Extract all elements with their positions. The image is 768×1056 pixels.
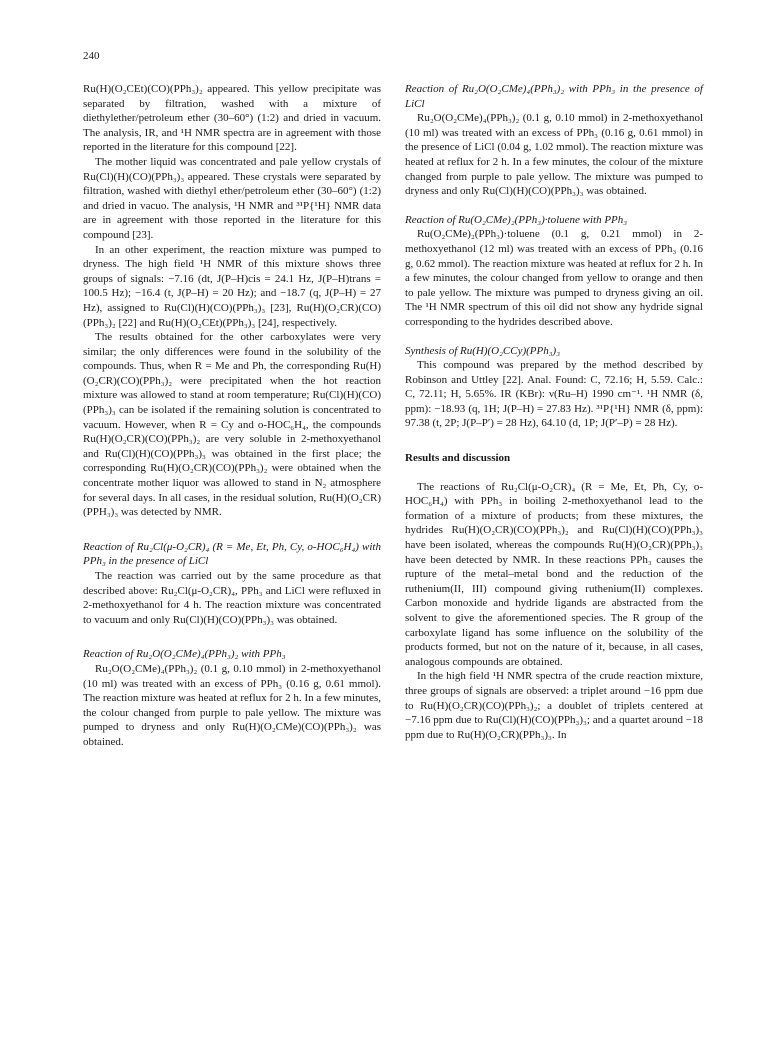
- body-paragraph: The results obtained for the other carboxylates were very similar; the only differences were found in the solubility of the compounds. Thus, when R = Me and Ph, the corresponding Ru(H)(O₂CR)(CO)(PPh₃)₂ were precipitated when the hot reaction mixture was allowed to stand at room temperature; Ru(Cl)(H)(CO)(PPh₃)₃ can be isolated if the remaining solution is concentrated to vacuum. However, when R = Cy and o-HOC₆H₄, the compounds Ru(H)(O₂CR)(CO)(PPh₃)₂ are very soluble in 2-methoxyethanol and Ru(Cl)(H)(CO)(PPh₃)₃ was obtained in the first place; the corresponding Ru(H)(O₂CR)(CO)(PPh₃)₂ were obtained when the concentrate mother liquor was allowed to stand in N₂ atmosphere for several days. In all cases, in the residual solution, Ru(H)(O₂CR)(PPH₃)₃ was detected by NMR.: [83, 331, 381, 519]
- body-paragraph: The reactions of Ru₂Cl(μ-O₂CR)₄ (R = Me, Et, Ph, Cy, o-HOC₆H₄) with PPh₃ in boiling 2-methoxyethanol lead to the formation of a mixture of products; from these mixtures, the hydrides Ru(H)(O₂CR)(CO)(PPh₃)₂ and Ru(Cl)(H)(CO)(PPh₃)₃ have been isolated, whereas the compounds Ru(H)(O₂CR)(PPh₃)₃ have been detected by NMR. In these reactions PPh₃ causes the rupture of the metal–metal bond and the reduction of the ruthenium(II, III) compound giving ruthenium(II) complexes. Carbon monoxide and hydride ligands are abstracted from the solvent to give the aforementioned species. The R group of the carboxylate ligand has some influence on the solubility of the products formed, but not on the nature of it, because, in all cases, analogous compounds are obtained.: [405, 480, 703, 668]
- left-column: [83, 82, 381, 750]
- page-number: 240: [83, 50, 100, 62]
- section-subheading: Reaction of Ru₂Cl(μ-O₂CR)₄ (R = Me, Et, Ph, Cy, o-HOC₆H₄) with PPh₃ in the presence of LiCl: [83, 540, 381, 568]
- section-subheading: Reaction of Ru₂O(O₂CMe)₄(PPh₃)₂ with PPh₃ in the presence of LiCl: [405, 83, 703, 110]
- section-subheading: Synthesis of Ru(H)(O₂CCy)(PPh₃)₃: [405, 344, 561, 357]
- right-column: [405, 82, 703, 742]
- body-paragraph: Ru₂O(O₂CMe)₄(PPh₃)₂ (0.1 g, 0.10 mmol) in 2-methoxyethanol (10 ml) was treated with an excess of PPh₃ (0.16 g, 0.61 mmol) in the presence of LiCl (0.04 g, 1.02 mmol). The reaction mixture was heated at reflux for 2 h. In a few minutes, the colour of the mixture changed from purple to pale yellow. The mixture was pumped to dryness and only Ru(Cl)(H)(CO)(PPh₃)₃ was obtained.: [405, 112, 703, 198]
- section-heading: Results and discussion: [405, 452, 511, 465]
- section-subheading: Reaction of Ru₂O(O₂CMe)₄(PPh₃)₂ with PPh₃: [83, 648, 286, 661]
- body-paragraph: Ru(O₂CMe)₂(PPh₃)·toluene (0.1 g, 0.21 mmol) in 2-methoxyethanol (12 ml) was treated with an excess of PPh₃ (0.16 g, 0.62 mmol). The reaction mixture was heated at reflux for 2 h. In a few minutes, the colour changed from yellow to orange and then to pale yellow. The mixture was pumped to dryness giving an oil. The ¹H NMR spectrum of this oil did not show any hydride signal corresponding to the hydrides described above.: [405, 228, 703, 328]
- body-paragraph: The reaction was carried out by the same procedure as that described above: Ru₂Cl(μ-O₂CR)₄, PPh₃ and LiCl were refluxed in 2-methoxyethanol for 4 h. The reaction mixture was concentrated to vacuum and only Ru(Cl)(H)(CO)(PPh₃)₃ was obtained.: [83, 570, 381, 626]
- section-subheading: Reaction of Ru(O₂CMe)₂(PPh₃)·toluene with PPh₃: [405, 213, 628, 226]
- body-paragraph: In the high field ¹H NMR spectra of the crude reaction mixture, three groups of signals are observed: a triplet around −16 ppm due to Ru(H)(O₂CR)(CO)(PPh₃)₂; a doublet of triplets centered at −7.16 ppm due to Ru(Cl)(H)(CO)(PPh₃)₃; and a quartet around −18 ppm due to Ru(H)(O₂CR)(PPh₃)₃. In: [405, 670, 703, 741]
- body-paragraph: In an other experiment, the reaction mixture was pumped to dryness. The high field ¹H NMR of this mixture shows three groups of signals: −7.16 (dt, J(P–H)cis = 24.1 Hz, J(P–H)trans = 100.5 Hz); −16.4 (t, J(P–H) = 20 Hz); and −18.7 (q, J(P–H) = 27 Hz), assigned to Ru(Cl)(H)(CO)(PPh₃)₃ [23], Ru(H)(O₂CR)(CO)(PPh₃)₂ [22] and Ru(H)(O₂CEt)(PPh₃)₃ [24], respectively.: [83, 243, 381, 329]
- body-paragraph: This compound was prepared by the method described by Robinson and Uttley [22]. Anal. Found: C, 72.16; H, 5.59. Calc.: C, 72.11; H, 5.65%. IR (KBr): ν(Ru–H) 1990 cm⁻¹. ¹H NMR (δ, ppm): −18.93 (q, 1H; J(P–H) = 27.83 Hz). ³¹P{¹H} NMR (δ, ppm): 97.38 (t, 2P; J(P–P′) = 28 Hz), 64.10 (d, 1P; J(P′–P) = 28 Hz).: [405, 359, 703, 430]
- body-paragraph: Ru(H)(O₂CEt)(CO)(PPh₃)₂ appeared. This yellow precipitate was separated by filtration, washed with a mixture of diethylether/petroleum ether (30–60°) (1:2) and dried in vacuum. The analysis, IR, and ¹H NMR spectra are in agreement with those reported in the literature for this compound [22].: [83, 83, 381, 154]
- body-paragraph: The mother liquid was concentrated and pale yellow crystals of Ru(Cl)(H)(CO)(PPh₃)₃ appeared. These crystals were separated by filtration, washed with diethyl ether/petroleum ether (30–60°) (1:2) and dried in vacuo. The analysis, ¹H NMR and ³¹P{¹H} NMR data are in agreement with those reported in the literature for this compound [23].: [83, 155, 381, 241]
- body-paragraph: Ru₂O(O₂CMe)₄(PPh₃)₂ (0.1 g, 0.10 mmol) in 2-methoxyethanol (10 ml) was treated with an excess of PPh₃ (0.16 g, 0.61 mmol). The reaction mixture was heated at reflux for 2 h. In a few minutes, the colour changed from purple to pale yellow. The mixture was pumped to dryness and only Ru(H)(O₂CMe)(CO)(PPh₃)₂ was obtained.: [83, 662, 381, 748]
